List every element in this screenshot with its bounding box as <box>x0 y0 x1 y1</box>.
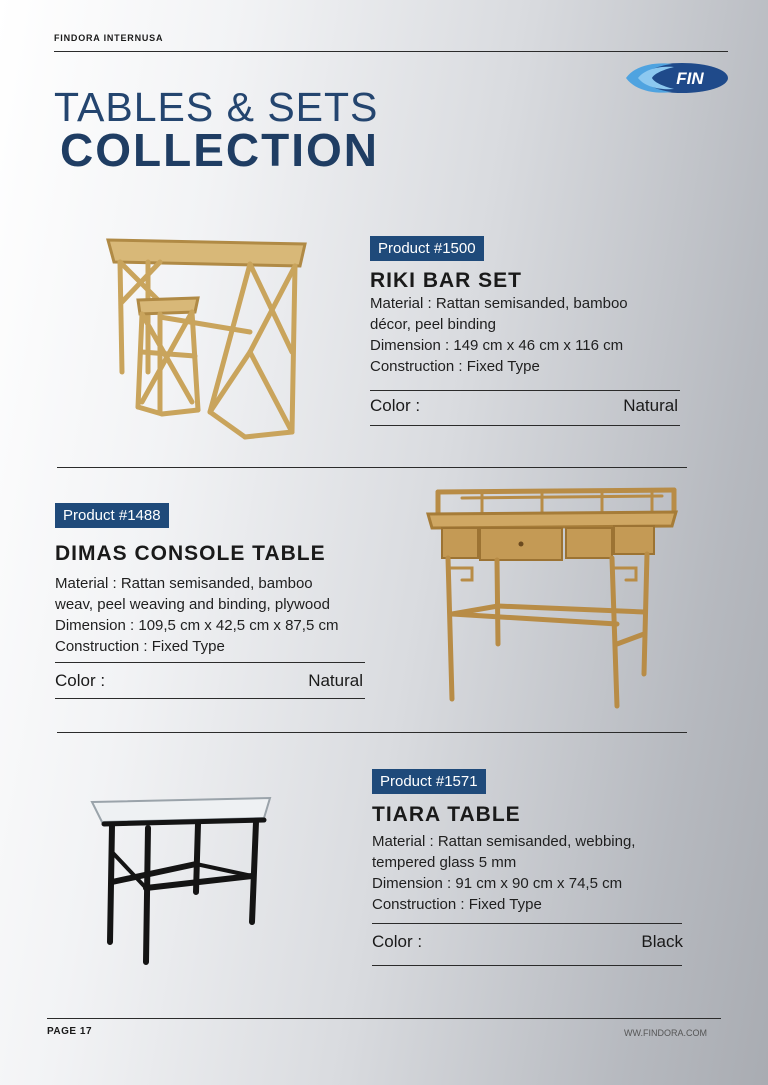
spec-line: Construction : Fixed Type <box>372 896 542 913</box>
color-label: Color : <box>55 671 106 690</box>
spec-line: Construction : Fixed Type <box>55 638 225 655</box>
fin-logo-icon <box>620 60 730 96</box>
fin-logo <box>620 60 730 96</box>
product-specs <box>370 293 690 377</box>
spec-line: décor, peel binding <box>370 316 496 333</box>
spec-line: Construction : Fixed Type <box>370 358 540 375</box>
logo-text: FIN <box>676 69 704 88</box>
dimas-console-table-image <box>422 484 682 712</box>
color-divider <box>55 698 365 699</box>
product-badge: Product #1571 <box>372 769 486 794</box>
color-row <box>55 671 363 691</box>
color-label: Color : <box>370 396 421 415</box>
color-divider <box>372 965 682 966</box>
color-value: Natural <box>623 396 678 415</box>
product-badge: Product #1488 <box>55 503 169 528</box>
spec-line: Dimension : 109,5 cm x 42,5 cm x 87,5 cm <box>55 617 339 634</box>
spec-line: Dimension : 91 cm x 90 cm x 74,5 cm <box>372 875 623 892</box>
product-name: RIKI BAR SET <box>370 269 523 292</box>
riki-bar-set-image <box>100 232 310 442</box>
page-title-line2: COLLECTION <box>60 124 379 176</box>
color-divider <box>370 425 680 426</box>
spec-line: weav, peel weaving and binding, plywood <box>55 596 330 613</box>
spec-line: Material : Rattan semisanded, bamboo <box>370 295 628 312</box>
tiara-table-image <box>88 792 278 972</box>
color-label: Color : <box>372 932 423 951</box>
color-row <box>372 932 683 952</box>
spec-divider <box>55 662 365 663</box>
product-name: DIMAS CONSOLE TABLE <box>55 542 326 565</box>
spec-divider <box>370 390 680 391</box>
product-name: TIARA TABLE <box>372 803 521 826</box>
color-value: Black <box>641 932 683 951</box>
website-link[interactable]: WW.FINDORA.COM <box>624 1028 707 1038</box>
brand-name: FINDORA INTERNUSA <box>54 33 164 43</box>
product-specs <box>55 573 375 657</box>
section-divider <box>57 467 687 468</box>
footer-divider <box>47 1018 721 1019</box>
color-value: Natural <box>308 671 363 690</box>
color-row <box>370 396 678 416</box>
section-divider <box>57 732 687 733</box>
header-divider <box>54 51 728 52</box>
spec-line: Material : Rattan semisanded, webbing, <box>372 833 636 850</box>
spec-line: tempered glass 5 mm <box>372 854 517 871</box>
product-badge: Product #1500 <box>370 236 484 261</box>
page-title-line1: TABLES & SETS <box>54 84 379 130</box>
spec-divider <box>372 923 682 924</box>
product-specs <box>372 831 692 915</box>
spec-line: Material : Rattan semisanded, bamboo <box>55 575 313 592</box>
page-number: PAGE 17 <box>47 1026 92 1037</box>
spec-line: Dimension : 149 cm x 46 cm x 116 cm <box>370 337 624 354</box>
